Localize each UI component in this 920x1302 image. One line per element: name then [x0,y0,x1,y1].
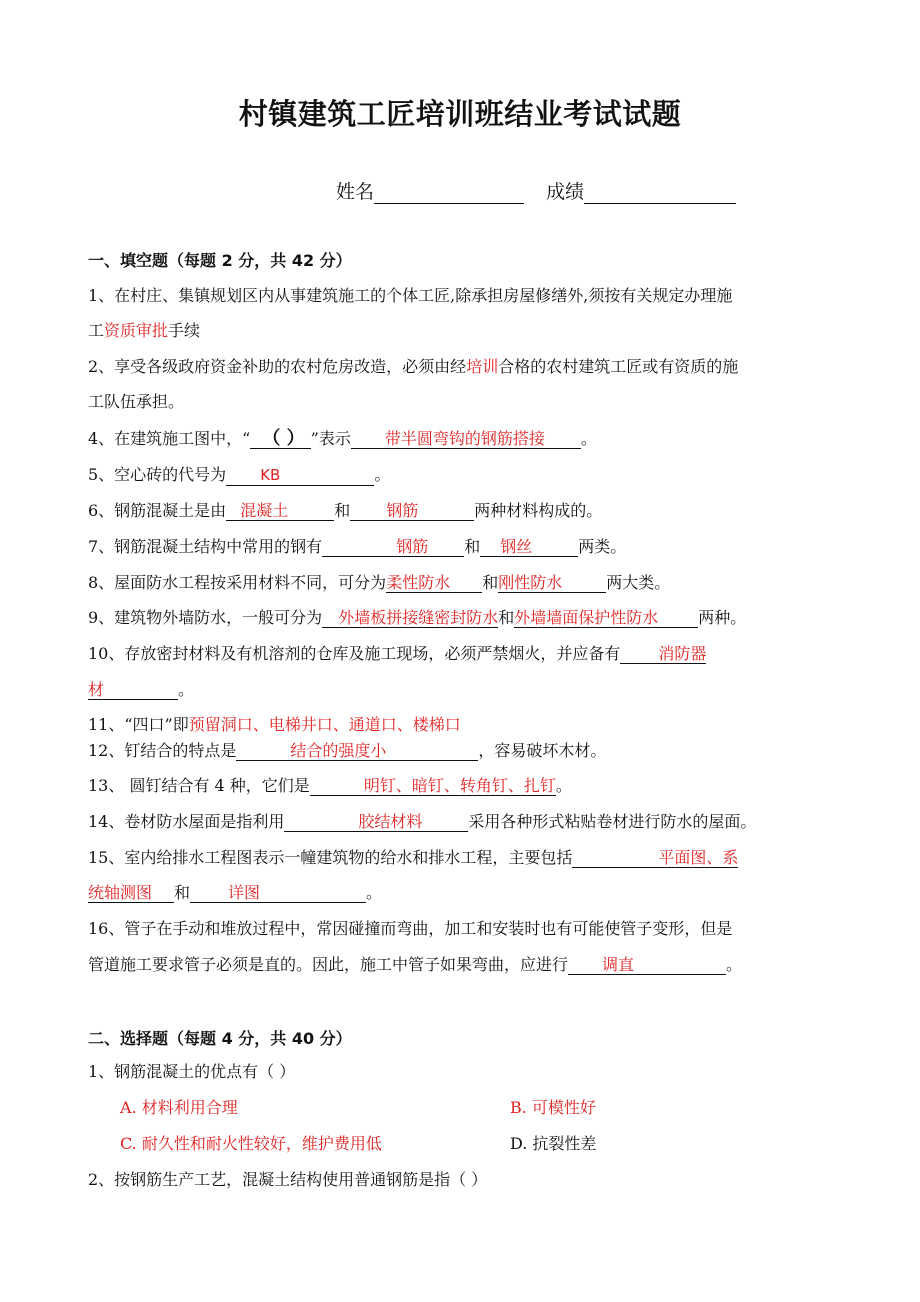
choice-question-1-stem: 1、钢筋混凝土的优点有（ ） [88,1062,296,1081]
question-16-line1: 16、管子在手动和堆放过程中，常因碰撞而弯曲，加工和安装时也有可能使管子变形，但是 [88,919,733,938]
answer: 统轴测图 [88,883,153,902]
text: 两大类。 [606,573,671,592]
name-label: 姓名 [336,181,375,203]
answer: 钢筋 [396,537,429,556]
text: 和 [482,573,499,592]
separator: 、 [443,776,460,795]
choice-option-a[interactable]: A. 材料利用合理 [120,1098,238,1117]
answer: 消防器 [658,644,707,663]
text: 。 [178,680,195,699]
question-6 [88,500,602,522]
answer: 资质审批 [104,321,169,340]
answer: 结合的强度小 [290,741,387,760]
separator: 、 [706,848,723,867]
text: 14、卷材防水屋面是指利用 [88,812,285,831]
separator: 、 [395,776,412,795]
text: 。 [726,955,743,974]
text: 15、室内给排水工程图表示一幢建筑物的给水和排水工程，主要包括 [88,848,573,867]
question-11 [88,714,461,736]
text: 11、“四口”即 [88,715,189,734]
answer: 钢筋 [386,501,419,520]
text: 和 [464,537,481,556]
text: 6、钢筋混凝土是由 [88,501,227,520]
question-4 [88,428,597,450]
text: ，容易破坏木材。 [478,741,607,760]
text: 。 [555,776,572,795]
text: 。 [580,429,597,448]
answer: 预留洞口、电梯井口、通道口、楼梯口 [188,715,461,734]
score-blank[interactable] [584,183,736,204]
text: ”表示 [310,429,351,448]
text: 4、在建筑施工图中，“ [88,429,251,448]
question-10-line2 [88,679,194,701]
choice-option-b[interactable]: B. 可模性好 [510,1098,596,1117]
question-16-line2 [88,954,742,976]
answer: 系 [722,848,739,867]
text: 和 [334,501,351,520]
question-12 [88,740,606,762]
separator: 、 [507,776,524,795]
question-1-line1: 1、在村庄、集镇规划区内从事建筑施工的个体工匠,除承担房屋修缮外,须按有关规定办理施 [88,286,733,305]
question-2-line2: 工队伍承担。 [88,392,185,411]
text: 7、钢筋混凝土结构中常用的钢有 [88,537,323,556]
question-1-line2 [88,320,200,342]
question-5 [88,464,390,486]
answer: 外墙板拼接缝密封防水 [338,608,499,627]
question-9 [88,607,746,629]
question-2-line1 [88,356,738,378]
text: 两种材料构成的。 [474,501,603,520]
rebar-symbol: （ ） [250,429,310,449]
text: 两类。 [578,537,627,556]
text: 8、屋面防水工程按采用材料不同，可分为 [88,573,387,592]
section-heading-fill: 一、填空题（每题 2 分，共 42 分） [88,251,352,270]
answer: 混凝土 [240,501,289,520]
question-13 [88,775,572,797]
answer: 暗钉 [411,776,444,795]
question-7 [88,536,626,558]
answer: KB [260,466,281,484]
text: 两种。 [698,608,747,627]
answer: 柔性防水 [386,573,451,592]
text: 和 [498,608,515,627]
answer: 转角钉 [459,776,508,795]
question-15-line1 [88,847,738,869]
text: 10、存放密封材料及有机溶剂的仓库及施工现场，必须严禁烟火，并应备有 [88,644,621,663]
text: 管道施工要求管子必须是直的。因此，施工中管子如果弯曲，应进行 [88,955,569,974]
answer: 刚性防水 [498,573,563,592]
answer: 培训 [466,357,499,376]
answer: 平面图 [658,848,707,867]
choice-option-d[interactable]: D. 抗裂性差 [510,1134,597,1153]
answer: 调直 [602,955,635,974]
answer: 带半圆弯钩的钢筋搭接 [384,429,545,448]
question-8 [88,572,670,594]
answer: 钢丝 [500,537,533,556]
text: 工 [88,321,105,340]
text: 12、钉结合的特点是 [88,741,237,760]
answer: 扎钉 [523,776,556,795]
text: 。 [366,883,383,902]
question-15-line2 [88,882,382,904]
name-blank[interactable] [374,183,524,204]
answer: 详图 [228,883,261,902]
text: 13、 圆钉结合有 4 种，它们是 [88,776,310,795]
answer: 胶结材料 [358,812,423,831]
text: 5、空心砖的代号为 [88,465,227,484]
text: 合格的农村建筑工匠或有资质的施 [498,357,739,376]
text: 和 [174,883,191,902]
text: 2、享受各级政府资金补助的农村危房改造，必须由经 [88,357,467,376]
text: 9、建筑物外墙防水，一般可分为 [88,608,323,627]
choice-question-2-stem: 2、按钢筋生产工艺，混凝土结构使用普通钢筋是指（ ） [88,1170,488,1189]
question-10-line1 [88,643,706,665]
text: 手续 [168,321,201,340]
score-label: 成绩 [546,181,585,203]
choice-option-c[interactable]: C. 耐久性和耐火性较好，维护费用低 [120,1134,382,1153]
answer: 明钉 [363,776,396,795]
answer: 外墙墙面保护性防水 [514,608,659,627]
name-score-line [336,177,736,204]
page-title: 村镇建筑工匠培训班结业考试试题 [238,97,682,131]
answer: 材 [88,680,105,699]
section-heading-choice: 二、选择题（每题 4 分，共 40 分） [88,1029,352,1048]
text: 采用各种形式粘贴卷材进行防水的屋面。 [468,812,757,831]
question-14 [88,811,756,833]
text: 。 [374,465,391,484]
